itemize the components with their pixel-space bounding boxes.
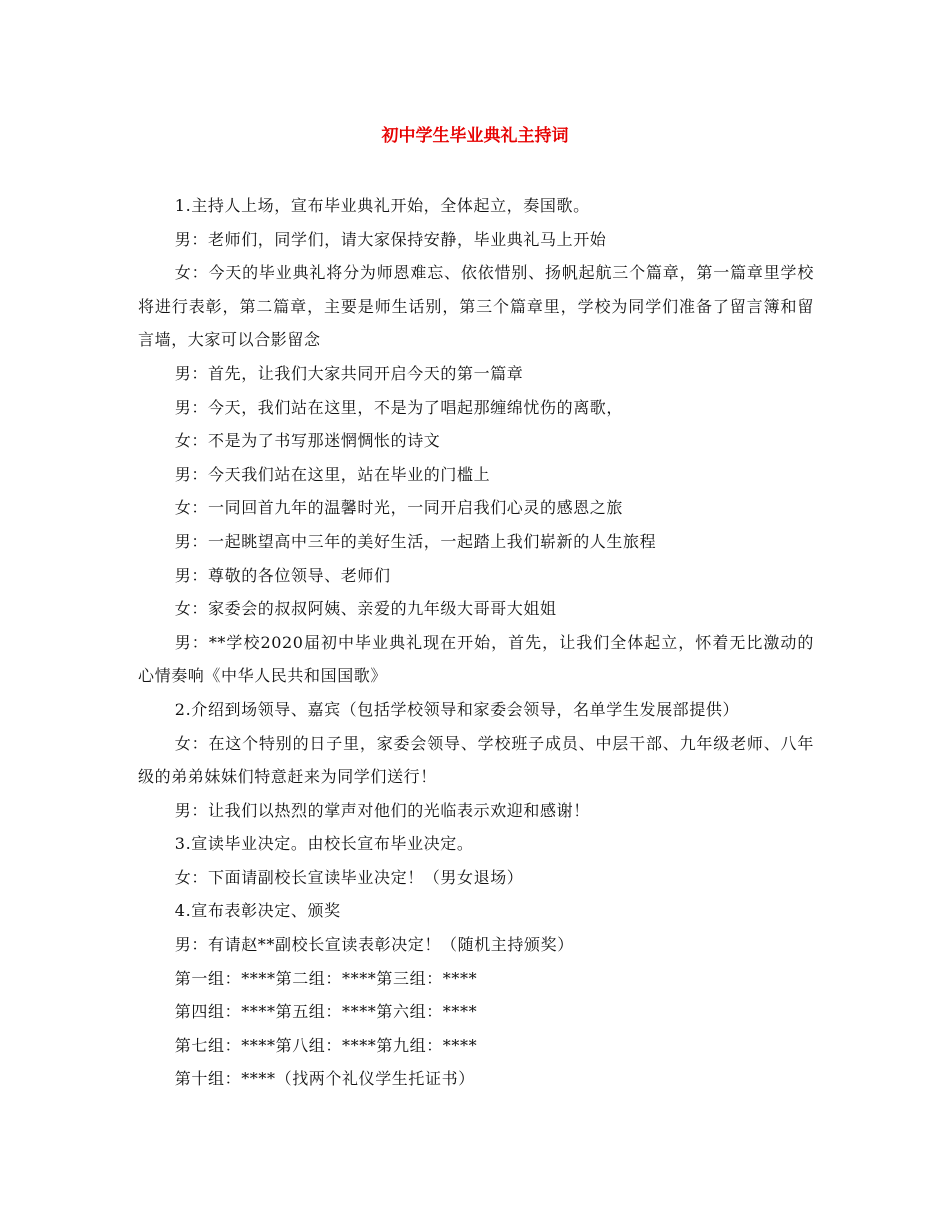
paragraph: 男：今天我们站在这里，站在毕业的门槛上	[174, 464, 491, 484]
paragraph: 男：有请赵**副校长宣读表彰决定！（随机主持颁奖）	[174, 935, 574, 955]
paragraph: 1.主持人上场，宣布毕业典礼开始，全体起立，奏国歌。	[174, 196, 590, 215]
paragraph: 女：在这个特别的日子里，家委会领导、学校班子成员、中层干部、九年级老师、八年级的弟弟妹妹们特意赶来为同学们送行！	[138, 733, 814, 787]
paragraph: 第十组：****（找两个礼仪学生托证书）	[174, 1069, 475, 1089]
paragraph: 3.宣读毕业决定。由校长宣布毕业决定。	[174, 834, 474, 854]
paragraph: 女：今天的毕业典礼将分为师恩难忘、依依惜别、扬帆起航三个篇章，第一篇章里学校将进行表彰，第二篇章，主要是师生话别，第三个篇章里，学校为同学们准备了留言簿和留言墙，大家可以合影留念	[138, 263, 814, 350]
paragraph: 第七组：****第八组：****第九组：****	[174, 1035, 478, 1055]
paragraph: 女：一同回首九年的温馨时光，一同开启我们心灵的感恩之旅	[174, 498, 623, 518]
paragraph: 2.介绍到场领导、嘉宾（包括学校领导和家委会领导，名单学生发展部提供）	[174, 699, 740, 719]
document-title: 初中学生毕业典礼主持词	[381, 126, 569, 146]
paragraph: 男：一起眺望高中三年的美好生活，一起踏上我们崭新的人生旅程	[174, 531, 657, 551]
paragraph: 第四组：****第五组：****第六组：****	[174, 1002, 478, 1022]
paragraph: 男：尊敬的各位领导、老师们	[174, 565, 391, 585]
paragraph: 女：下面请副校长宣读毕业决定！（男女退场）	[174, 867, 524, 887]
paragraph: 男：今天，我们站在这里，不是为了唱起那缠绵忧伤的离歌，	[174, 397, 623, 417]
paragraph: 男：首先，让我们大家共同开启今天的第一篇章	[174, 363, 524, 383]
paragraph: 第一组：****第二组：****第三组：****	[174, 968, 478, 988]
paragraph: 女：家委会的叔叔阿姨、亲爱的九年级大哥哥大姐姐	[174, 599, 557, 619]
paragraph: 男：让我们以热烈的掌声对他们的光临表示欢迎和感谢！	[174, 800, 590, 820]
paragraph: 男：**学校2020届初中毕业典礼现在开始，首先，让我们全体起立，怀着无比激动的心情奏响《中华人民共和国国歌》	[138, 632, 814, 686]
document-body	[138, 189, 814, 1096]
paragraph: 男：老师们，同学们，请大家保持安静，毕业典礼马上开始	[174, 229, 607, 249]
paragraph: 4.宣布表彰决定、颁奖	[174, 901, 341, 921]
paragraph: 女：不是为了书写那迷惘惆怅的诗文	[174, 431, 441, 451]
